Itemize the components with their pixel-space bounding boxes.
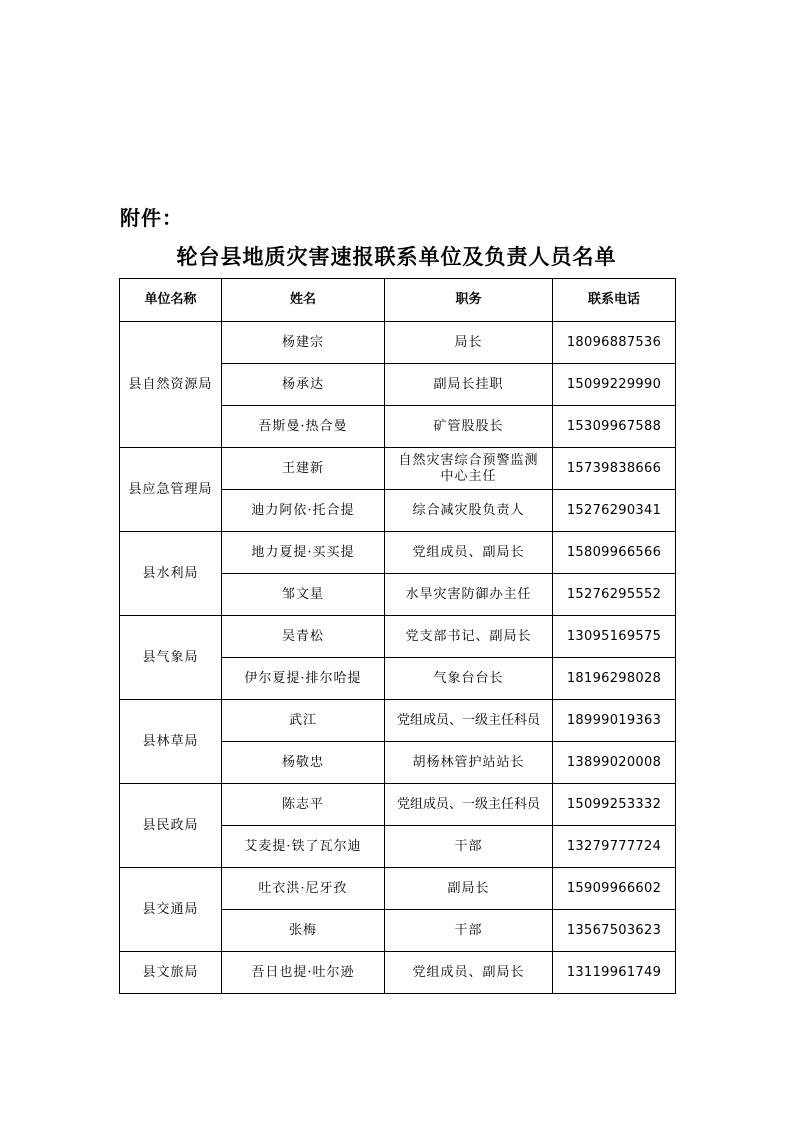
position-text: 局长 — [454, 334, 483, 350]
table-row — [120, 448, 676, 490]
position-text: 党组成员、一级主任科员 — [396, 712, 540, 728]
position-text: 党组成员、副局长 — [412, 544, 525, 560]
phone-cell: 18196298028 — [553, 658, 676, 700]
name-cell: 武江 — [222, 700, 385, 742]
position-cell — [385, 406, 553, 448]
unit-cell: 县交通局 — [120, 868, 222, 952]
name-cell: 邹文星 — [222, 574, 385, 616]
table-row — [120, 700, 676, 742]
position-cell — [385, 658, 553, 700]
header-position: 职务 — [385, 279, 553, 322]
position-cell — [385, 322, 553, 364]
phone-cell: 15099229990 — [553, 364, 676, 406]
unit-cell: 县应急管理局 — [120, 448, 222, 532]
position-cell — [385, 574, 553, 616]
unit-cell: 县民政局 — [120, 784, 222, 868]
phone-cell: 15809966566 — [553, 532, 676, 574]
position-cell — [385, 532, 553, 574]
header-unit: 单位名称 — [120, 279, 222, 322]
table-row — [120, 616, 676, 658]
position-text: 干部 — [454, 922, 483, 938]
phone-cell: 15739838666 — [553, 448, 676, 490]
unit-cell: 县林草局 — [120, 700, 222, 784]
table-row — [120, 952, 676, 994]
name-cell: 吐衣洪·尼牙孜 — [222, 868, 385, 910]
position-text: 胡杨林管护站站长 — [412, 754, 525, 770]
phone-cell: 15276290341 — [553, 490, 676, 532]
phone-cell: 13567503623 — [553, 910, 676, 952]
name-cell: 伊尔夏提·排尔哈提 — [222, 658, 385, 700]
name-cell: 吾斯曼·热合曼 — [222, 406, 385, 448]
position-text: 矿管股股长 — [433, 418, 504, 434]
name-cell: 杨建宗 — [222, 322, 385, 364]
name-cell: 吴青松 — [222, 616, 385, 658]
position-cell — [385, 952, 553, 994]
position-text: 干部 — [454, 838, 483, 854]
name-cell: 杨承达 — [222, 364, 385, 406]
position-cell — [385, 868, 553, 910]
position-cell — [385, 700, 553, 742]
name-cell: 陈志平 — [222, 784, 385, 826]
position-cell — [385, 490, 553, 532]
header-name: 姓名 — [222, 279, 385, 322]
phone-cell: 18999019363 — [553, 700, 676, 742]
position-cell — [385, 910, 553, 952]
document-title: 轮台县地质灾害速报联系单位及负责人员名单 — [176, 245, 617, 269]
position-text: 气象台台长 — [433, 670, 504, 686]
phone-cell: 13095169575 — [553, 616, 676, 658]
name-cell: 张梅 — [222, 910, 385, 952]
position-text: 综合减灾股负责人 — [412, 502, 525, 518]
table-row — [120, 322, 676, 364]
phone-cell: 13899020008 — [553, 742, 676, 784]
position-text: 党组成员、一级主任科员 — [396, 796, 540, 812]
position-cell — [385, 742, 553, 784]
name-cell: 杨敬忠 — [222, 742, 385, 784]
phone-cell: 15309967588 — [553, 406, 676, 448]
phone-cell: 18096887536 — [553, 322, 676, 364]
phone-cell: 13119961749 — [553, 952, 676, 994]
phone-cell: 15099253332 — [553, 784, 676, 826]
unit-cell: 县文旅局 — [120, 952, 222, 994]
position-text: 副局长挂职 — [433, 376, 504, 392]
name-cell: 吾日也提·吐尔逊 — [222, 952, 385, 994]
position-cell — [385, 616, 553, 658]
position-cell — [385, 448, 553, 490]
unit-cell: 县水利局 — [120, 532, 222, 616]
table-row — [120, 868, 676, 910]
position-text: 党支部书记、副局长 — [405, 628, 532, 644]
table-row — [120, 784, 676, 826]
table-header-row — [120, 279, 676, 322]
attachment-label: 附件： — [120, 206, 183, 230]
position-text: 党组成员、副局长 — [412, 964, 525, 980]
phone-cell: 15276295552 — [553, 574, 676, 616]
position-cell — [385, 364, 553, 406]
position-text: 副局长 — [447, 880, 490, 896]
phone-cell: 15909966602 — [553, 868, 676, 910]
name-cell: 王建新 — [222, 448, 385, 490]
contact-table — [119, 278, 676, 994]
unit-cell: 县自然资源局 — [120, 322, 222, 448]
table-row — [120, 532, 676, 574]
name-cell: 艾麦提·铁了瓦尔迪 — [222, 826, 385, 868]
phone-cell: 13279777724 — [553, 826, 676, 868]
name-cell: 迪力阿依·托合提 — [222, 490, 385, 532]
position-text: 水旱灾害防御办主任 — [405, 586, 532, 602]
unit-cell: 县气象局 — [120, 616, 222, 700]
header-phone: 联系电话 — [553, 279, 676, 322]
name-cell: 地力夏提·买买提 — [222, 532, 385, 574]
position-text: 自然灾害综合预警监测中心主任 — [398, 452, 539, 484]
position-cell — [385, 826, 553, 868]
position-cell — [385, 784, 553, 826]
